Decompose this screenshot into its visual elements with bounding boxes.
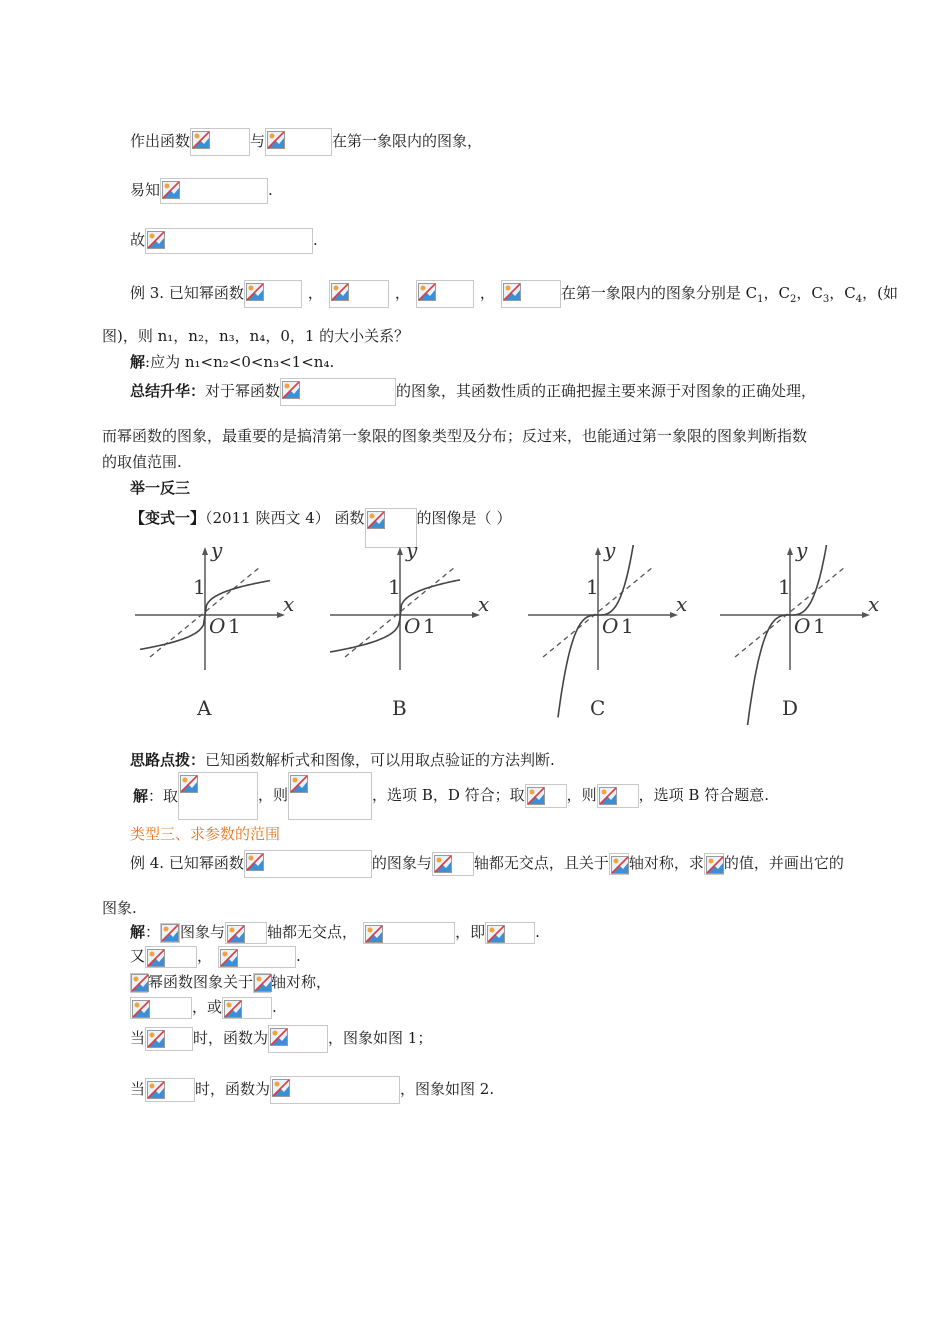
origin-label: O bbox=[209, 614, 226, 638]
broken-image-icon bbox=[267, 131, 285, 149]
type-3-heading: 类型三、求参数的范围 bbox=[130, 825, 281, 843]
formula-image bbox=[704, 853, 724, 875]
formula-image bbox=[597, 784, 639, 808]
formula-image bbox=[363, 922, 455, 944]
option-label: B bbox=[392, 696, 407, 720]
solution-4-line-6 bbox=[130, 1076, 494, 1104]
text: ： bbox=[145, 923, 161, 941]
broken-image-icon bbox=[180, 775, 198, 793]
subscript: 2 bbox=[790, 294, 797, 305]
formula-image bbox=[160, 923, 180, 943]
broken-image-icon bbox=[147, 949, 165, 967]
broken-image-icon bbox=[270, 1028, 288, 1046]
text: . bbox=[296, 947, 301, 965]
broken-image-icon bbox=[611, 856, 629, 874]
example-4-line-2: 图象. bbox=[102, 899, 137, 917]
y-axis-label: y bbox=[406, 545, 418, 562]
solution-4-line-1 bbox=[130, 922, 540, 944]
tick-label-y-1: 1 bbox=[586, 575, 599, 599]
text: 幂函数图象关于 bbox=[148, 973, 254, 991]
formula-image bbox=[218, 946, 296, 968]
text: ， bbox=[394, 284, 410, 302]
text: 作出函数 bbox=[130, 132, 191, 150]
broken-image-icon bbox=[147, 1081, 165, 1099]
text: 又 bbox=[130, 947, 146, 965]
example-3-line-2: 图)，则 n₁，n₂，n₃，n₄，0，1 的大小关系？ bbox=[102, 327, 410, 345]
formula-image bbox=[145, 1078, 195, 1102]
formula-image bbox=[178, 772, 258, 820]
solution-label: 解 bbox=[130, 923, 146, 941]
broken-image-icon bbox=[434, 855, 452, 873]
broken-image-icon bbox=[162, 181, 180, 199]
x-axis-label: x bbox=[478, 592, 490, 616]
text: ：取 bbox=[148, 787, 179, 805]
x-axis-label: x bbox=[868, 592, 880, 616]
broken-image-icon bbox=[220, 949, 238, 967]
formula-image bbox=[270, 1076, 400, 1104]
tick-label-x-1: 1 bbox=[423, 614, 436, 638]
formula-image bbox=[329, 280, 389, 308]
option-label: D bbox=[782, 696, 799, 720]
text: ， bbox=[197, 947, 213, 965]
text: . bbox=[268, 181, 273, 199]
hint-label: 思路点拨： bbox=[130, 751, 206, 769]
text: 的值，并画出它的 bbox=[723, 854, 844, 872]
line-3 bbox=[130, 228, 318, 254]
text: . bbox=[313, 231, 318, 249]
example-3-line-1 bbox=[130, 280, 898, 310]
tick-label-y-1: 1 bbox=[193, 575, 206, 599]
broken-image-icon bbox=[331, 283, 349, 301]
line-1 bbox=[130, 128, 482, 156]
origin-label: O bbox=[404, 614, 421, 638]
broken-image-icon bbox=[147, 1030, 165, 1048]
formula-image bbox=[288, 772, 372, 820]
formula-image bbox=[268, 1025, 328, 1053]
text: 故 bbox=[130, 231, 146, 249]
y-axis-label: y bbox=[604, 545, 616, 562]
text: 时，函数为 bbox=[195, 1080, 271, 1098]
choice-graphs bbox=[120, 545, 880, 725]
text: （2011 陕西文 4） 函数 bbox=[205, 509, 365, 527]
text: 的图像是（ ） bbox=[416, 509, 512, 527]
text: 图象与 bbox=[180, 923, 226, 941]
solution-4-line-2 bbox=[130, 946, 301, 968]
formula-image bbox=[485, 922, 535, 944]
y-axis-label: y bbox=[211, 545, 223, 562]
solution-4-line-4 bbox=[130, 997, 277, 1019]
x-axis-label: x bbox=[676, 592, 688, 616]
text: ，则 bbox=[566, 786, 597, 804]
broken-image-icon bbox=[161, 924, 179, 942]
formula-image bbox=[609, 853, 629, 875]
text: ，即 bbox=[455, 923, 486, 941]
hint bbox=[130, 750, 555, 770]
text: 在第一象限内的图象分别是 C bbox=[560, 284, 758, 302]
text: ，则 bbox=[258, 786, 289, 804]
solution-label: 解 bbox=[130, 353, 146, 371]
text: 的图象与 bbox=[371, 854, 432, 872]
origin-label: O bbox=[602, 614, 619, 638]
broken-image-icon bbox=[527, 787, 545, 805]
text: 当 bbox=[130, 1029, 146, 1047]
formula-image bbox=[244, 280, 302, 308]
text: 已知函数解析式和图像，可以用取点验证的方法判断. bbox=[205, 751, 555, 769]
broken-image-icon bbox=[706, 856, 724, 874]
text: ， bbox=[479, 284, 495, 302]
broken-image-icon bbox=[192, 131, 210, 149]
formula-image bbox=[190, 128, 250, 156]
y-arrow bbox=[787, 547, 793, 555]
y-axis-label: y bbox=[796, 545, 808, 562]
line-2 bbox=[130, 178, 273, 204]
broken-image-icon bbox=[224, 1000, 242, 1018]
formula-image bbox=[145, 228, 313, 254]
text: 在第一象限内的图象， bbox=[332, 132, 483, 150]
summary-label: 总结升华： bbox=[130, 382, 206, 400]
solution-4-line-5 bbox=[130, 1025, 432, 1053]
tick-label-x-1: 1 bbox=[228, 614, 241, 638]
formula-image bbox=[416, 280, 474, 308]
solution-3 bbox=[130, 352, 334, 372]
broken-image-icon bbox=[147, 231, 165, 249]
text: ，选项 B，D 符合；取 bbox=[372, 786, 525, 804]
formula-image bbox=[432, 852, 474, 876]
text: 对于幂函数 bbox=[205, 382, 281, 400]
text: 的图象，其函数性质的正确把握主要来源于对图象的正确处理， bbox=[396, 382, 817, 400]
summary-line-3: 的取值范围. bbox=[102, 453, 182, 471]
text: 轴都无交点，且关于 bbox=[473, 854, 609, 872]
broken-image-icon bbox=[599, 787, 617, 805]
formula-image bbox=[225, 922, 267, 944]
broken-image-icon bbox=[246, 853, 264, 871]
text: ，C bbox=[829, 284, 856, 302]
formula-image bbox=[145, 946, 197, 968]
text: . bbox=[535, 923, 540, 941]
subscript: 1 bbox=[757, 294, 764, 305]
formula-image bbox=[253, 973, 271, 993]
broken-image-icon bbox=[227, 925, 245, 943]
y-arrow bbox=[595, 547, 601, 555]
summary-line-1 bbox=[130, 378, 816, 406]
formula-image bbox=[265, 128, 332, 156]
broken-image-icon bbox=[272, 1079, 290, 1097]
formula-image bbox=[525, 784, 567, 808]
text: ， bbox=[307, 284, 323, 302]
summary-line-2: 而幂函数的图象，最重要的是搞清第一象限的图象类型及分布；反过来，也能通过第一象限的图象判断指数 bbox=[102, 427, 808, 445]
broken-image-icon bbox=[487, 925, 505, 943]
text: ，C bbox=[796, 284, 823, 302]
tick-label-x-1: 1 bbox=[813, 614, 826, 638]
broken-image-icon bbox=[503, 283, 521, 301]
text: ，或 bbox=[192, 998, 223, 1016]
subscript: 3 bbox=[822, 294, 830, 305]
text: 轴对称，求 bbox=[628, 854, 704, 872]
broken-image-icon bbox=[365, 925, 383, 943]
text: ，选项 B 符合题意. bbox=[638, 786, 769, 804]
broken-image-icon bbox=[132, 1000, 150, 1018]
broken-image-icon bbox=[131, 974, 149, 992]
text: 时，函数为 bbox=[193, 1029, 269, 1047]
text: 轴都无交点， bbox=[267, 923, 358, 941]
subscript: 4 bbox=[855, 294, 863, 305]
variant-1 bbox=[130, 508, 511, 548]
text: ，图象如图 2. bbox=[400, 1080, 495, 1098]
text: 与 bbox=[250, 132, 266, 150]
formula-image bbox=[222, 997, 272, 1019]
origin-label: O bbox=[794, 614, 811, 638]
formula-image bbox=[160, 178, 268, 204]
y-arrow bbox=[202, 547, 208, 555]
formula-image bbox=[501, 280, 561, 308]
broken-image-icon bbox=[246, 283, 264, 301]
solution-label: 解 bbox=[133, 787, 149, 805]
formula-image bbox=[130, 997, 192, 1019]
x-axis-label: x bbox=[283, 592, 295, 616]
text: :应为 n₁<n₂<0<n₃<1<n₄. bbox=[145, 353, 335, 371]
tick-label-x-1: 1 bbox=[621, 614, 634, 638]
solution-4-line-3 bbox=[130, 972, 331, 993]
tick-label-y-1: 1 bbox=[388, 575, 401, 599]
broken-image-icon bbox=[282, 381, 300, 399]
option-label: A bbox=[197, 696, 212, 720]
formula-image bbox=[130, 973, 148, 993]
broken-image-icon bbox=[290, 775, 308, 793]
text: ，C bbox=[763, 284, 791, 302]
text: 例 3. 已知幂函数 bbox=[130, 284, 244, 302]
formula-image bbox=[244, 850, 372, 878]
broken-image-icon bbox=[254, 974, 272, 992]
formula-image bbox=[145, 1027, 193, 1051]
text: 当 bbox=[130, 1080, 146, 1098]
broken-image-icon bbox=[418, 283, 436, 301]
formula-image bbox=[365, 508, 417, 548]
option-label: C bbox=[590, 696, 606, 720]
formula-image bbox=[280, 378, 396, 406]
variant-solution bbox=[133, 772, 769, 820]
tick-label-y-1: 1 bbox=[778, 575, 791, 599]
section-heading: 举一反三 bbox=[130, 479, 191, 497]
text: . bbox=[272, 998, 277, 1016]
variant-label: 【变式一】 bbox=[130, 509, 206, 527]
text: ，(如 bbox=[862, 284, 898, 302]
text: ，图象如图 1； bbox=[328, 1029, 433, 1047]
text: 轴对称， bbox=[271, 973, 332, 991]
text: 例 4. 已知幂函数 bbox=[130, 854, 244, 872]
y-arrow bbox=[397, 547, 403, 555]
text: 易知 bbox=[130, 181, 161, 199]
broken-image-icon bbox=[367, 511, 385, 529]
example-4-line-1 bbox=[130, 850, 844, 878]
